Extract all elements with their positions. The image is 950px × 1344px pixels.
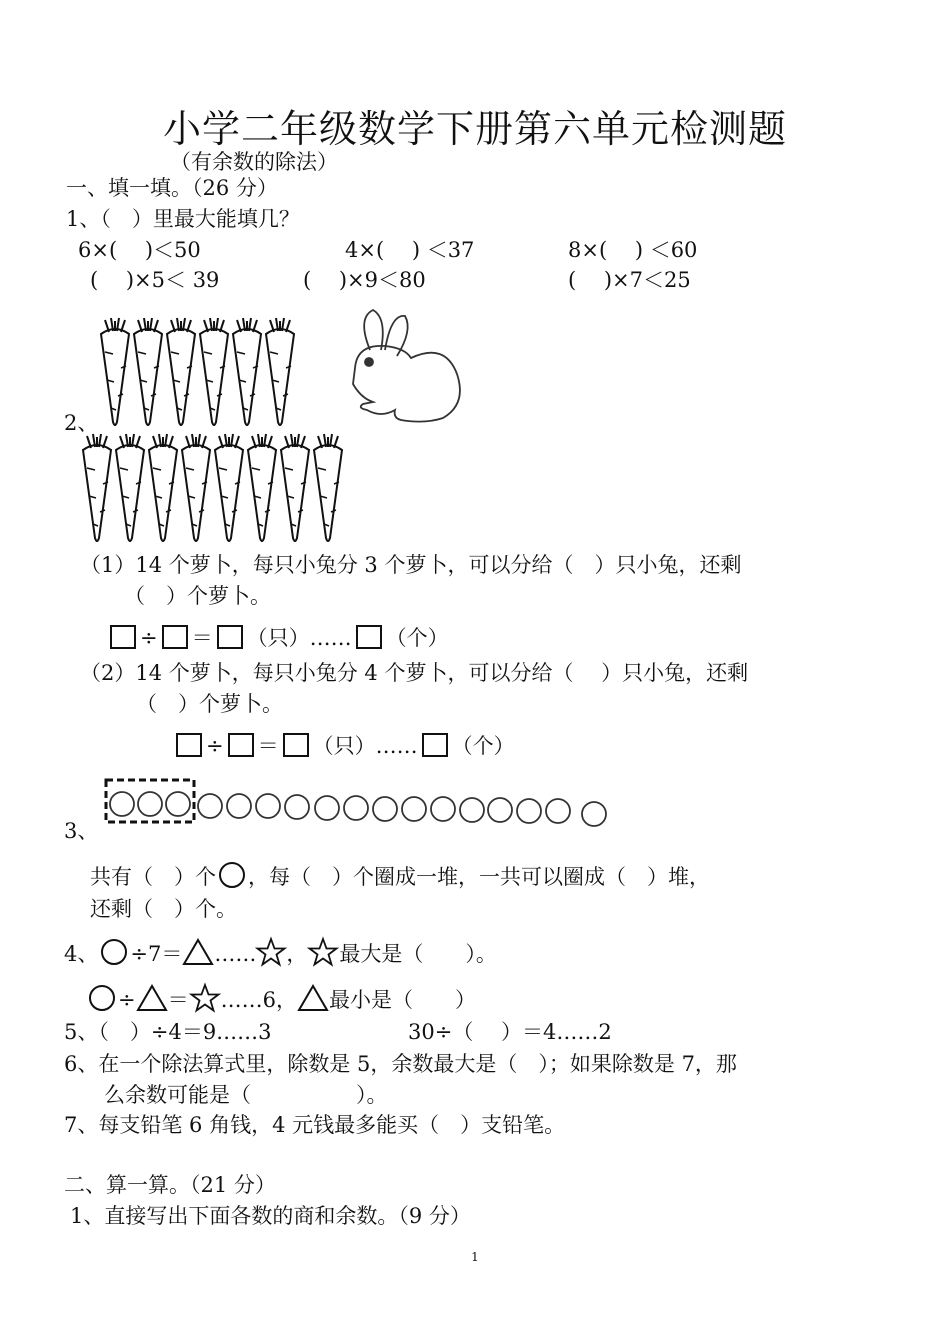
- carrot-icon: [233, 318, 261, 425]
- answer-box[interactable]: [176, 733, 202, 757]
- circle-icon: [546, 799, 570, 823]
- answer-box[interactable]: [422, 733, 448, 757]
- answer-box[interactable]: [356, 625, 382, 649]
- page-subtitle: （有余数的除法）: [170, 150, 338, 174]
- question-1: 1、（ ）里最大能填几？: [66, 207, 300, 231]
- question-6-cont: 么余数可能是（ ）。: [104, 1083, 388, 1107]
- answer-box[interactable]: [283, 733, 309, 757]
- carrot-icon: [83, 434, 111, 541]
- section-2-heading: 二、算一算。（21 分）: [64, 1173, 276, 1197]
- carrot-icon: [248, 434, 276, 541]
- q2-part1-text-cont: （ ）个萝卜。: [124, 584, 271, 608]
- carrot-icon: [200, 318, 228, 425]
- circle-icon: [285, 795, 309, 819]
- circle-icon: [166, 792, 190, 816]
- carrot-icon: [182, 434, 210, 541]
- carrot-icon: [266, 318, 294, 425]
- circle-icon: [198, 794, 222, 818]
- carrot-row-top: [101, 318, 294, 425]
- q1-item-3: 8×( ) ＜60: [568, 238, 698, 262]
- question-4-row-2: ÷ ＝ ……6， 最小是（ ）: [86, 984, 476, 1014]
- q2-part2-text: （2）14 个萝卜，每只小兔分 4 个萝卜，可以分给（ ）只小兔，还剩: [80, 661, 749, 685]
- q2-part1-text: （1）14 个萝卜，每只小兔分 3 个萝卜，可以分给（ ）只小兔，还剩: [80, 553, 742, 577]
- circle-icon: [89, 985, 115, 1011]
- circle-icon: [344, 796, 368, 820]
- question-5-b: 30÷（ ）＝4……2: [408, 1020, 612, 1044]
- q1-item-5: ( )×9＜80: [303, 268, 426, 292]
- circle-icon: [227, 794, 251, 818]
- circle-icon: [431, 797, 455, 821]
- circle-icon: [138, 792, 162, 816]
- circle-icon: [110, 792, 134, 816]
- q1-item-4: ( )×5＜ 39: [90, 268, 220, 292]
- answer-box[interactable]: [162, 625, 188, 649]
- circle-icon: [488, 798, 512, 822]
- q1-item-6: ( )×7＜25: [568, 268, 691, 292]
- q1-item-1: 6×( )＜50: [78, 238, 201, 262]
- question-6: 6、在一个除法算式里，除数是 5，余数最大是（ ）；如果除数是 7，那: [64, 1052, 737, 1076]
- carrot-icon: [314, 434, 342, 541]
- triangle-icon: [297, 984, 329, 1012]
- question-4-row-1: 4、 ÷7＝ …… ， 最大是（ ）。: [64, 938, 497, 968]
- carrot-icon: [149, 434, 177, 541]
- star-icon: [256, 938, 286, 966]
- carrot-icon: [167, 318, 195, 425]
- circle-icon: [582, 802, 606, 826]
- triangle-icon: [182, 938, 214, 966]
- circles-illustration: [100, 776, 620, 832]
- circle-icon: [517, 799, 541, 823]
- section-2-question-1: 1、直接写出下面各数的商和余数。（9 分）: [70, 1204, 471, 1228]
- circle-icon: [315, 796, 339, 820]
- circle-icon: [460, 798, 484, 822]
- question-3-text-cont: 还剩（ ）个。: [90, 897, 237, 921]
- q1-item-2: 4×( ) ＜37: [345, 238, 475, 262]
- star-icon: [307, 938, 339, 966]
- circle-icon: [101, 939, 127, 965]
- circle-icon: [219, 862, 245, 888]
- page-title: 小学二年级数学下册第六单元检测题: [162, 107, 787, 151]
- q2-part2-text-cont: （ ）个萝卜。: [136, 692, 283, 716]
- rabbit-icon: [353, 310, 460, 422]
- carrot-icon: [281, 434, 309, 541]
- question-7: 7、每支铅笔 6 角钱，4 元钱最多能买（ ）支铅笔。: [64, 1113, 566, 1137]
- circle-icon: [373, 797, 397, 821]
- section-1-heading: 一、填一填。（26 分）: [66, 176, 278, 200]
- carrot-icon: [134, 318, 162, 425]
- carrot-icon: [101, 318, 129, 425]
- page-number: 1: [471, 1250, 479, 1264]
- carrots-rabbit-illustration: [95, 314, 475, 559]
- carrot-row-bottom: [83, 434, 342, 541]
- question-2-label: 2、: [64, 411, 99, 435]
- carrot-icon: [215, 434, 243, 541]
- answer-box[interactable]: [110, 625, 136, 649]
- circle-icon: [256, 794, 280, 818]
- circle-icon: [402, 797, 426, 821]
- carrot-icon: [116, 434, 144, 541]
- question-3-text: 共有（ ）个 ，每（ ）个圈成一堆，一共可以圈成（ ）堆，: [90, 862, 710, 891]
- answer-box[interactable]: [228, 733, 254, 757]
- star-icon: [189, 984, 221, 1012]
- answer-box[interactable]: [217, 625, 243, 649]
- question-5-a: 5、（ ）÷4＝9……3: [64, 1020, 272, 1044]
- question-3-label: 3、: [64, 819, 99, 843]
- q2-part1-equation: ÷ ＝ （只）…… （个）: [106, 624, 449, 652]
- triangle-icon: [136, 984, 168, 1012]
- q2-part2-equation: ÷ ＝ （只）…… （个）: [172, 732, 515, 760]
